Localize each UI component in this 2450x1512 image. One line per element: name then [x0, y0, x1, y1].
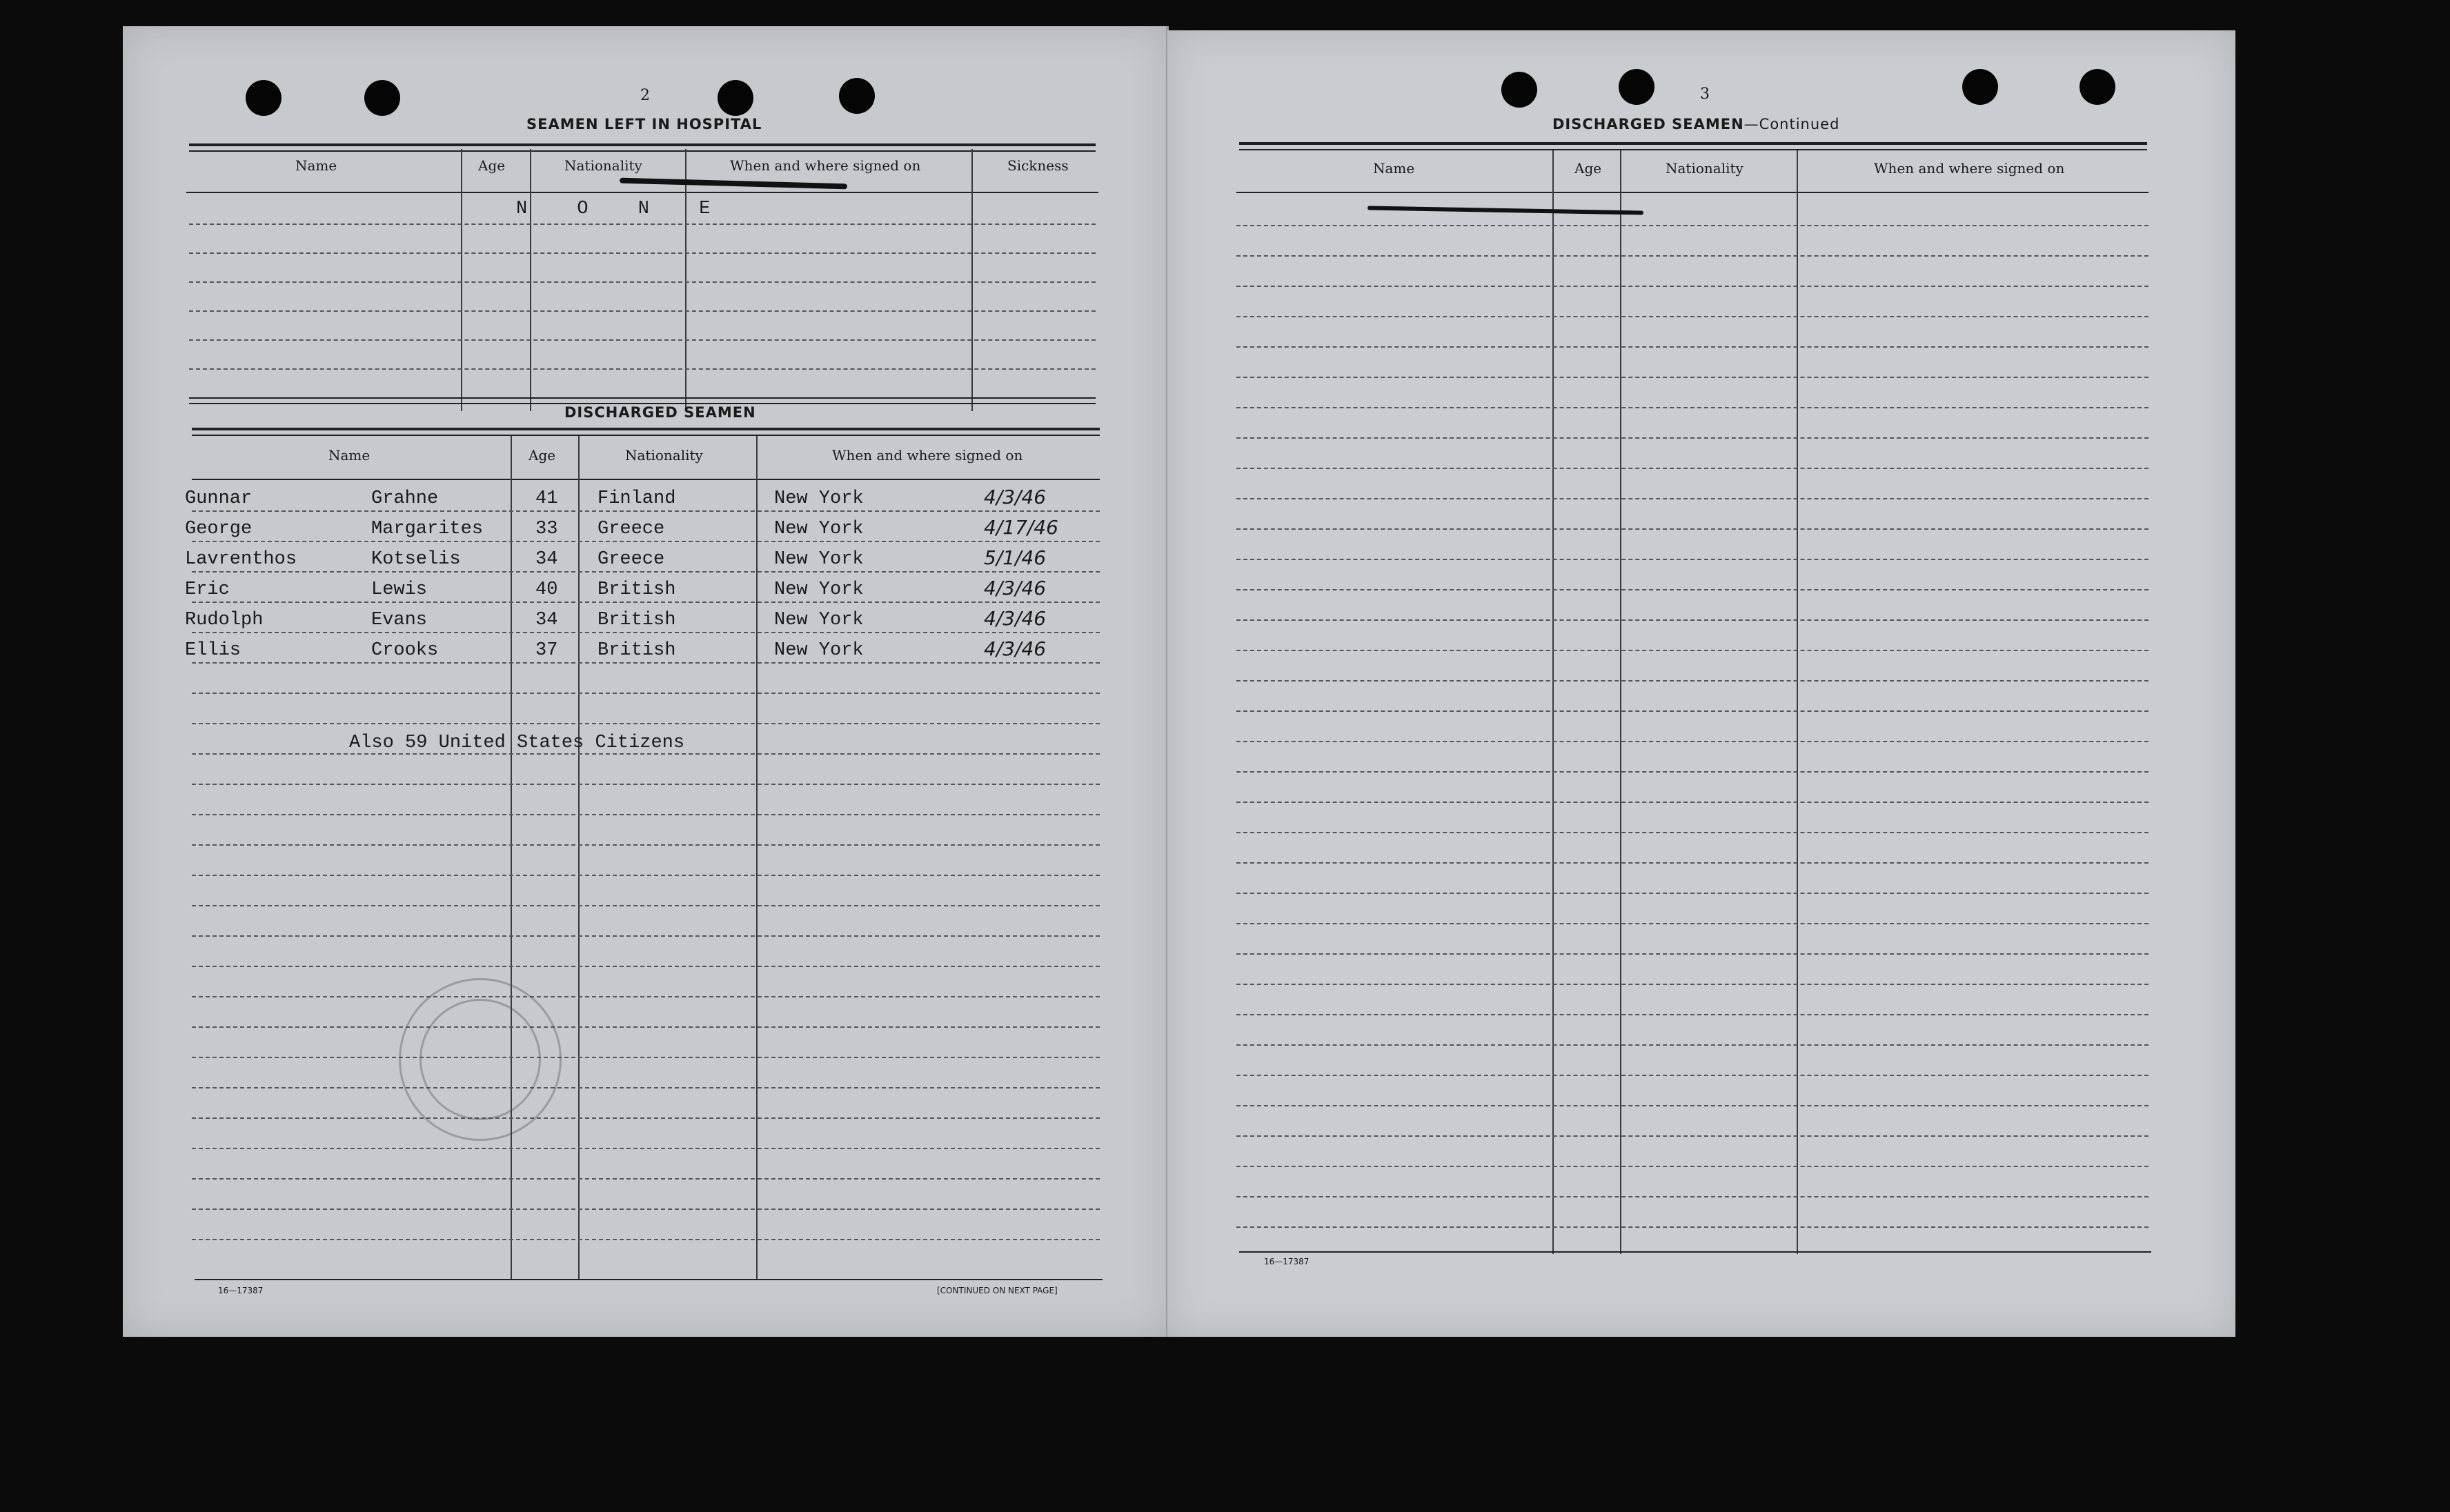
col-divider — [461, 149, 462, 411]
signed-place: New York — [774, 519, 864, 539]
table-rule — [192, 428, 1100, 430]
punch-hole — [364, 80, 400, 116]
punch-hole — [1962, 69, 1998, 105]
table-bottom — [1239, 1251, 2151, 1253]
page-number: 2 — [640, 87, 650, 104]
table-bottom — [189, 397, 1096, 399]
col-nationality: Nationality — [1666, 160, 1743, 177]
signed-date: 4/3/46 — [984, 607, 1047, 630]
row-line — [192, 662, 1100, 664]
row-line — [192, 510, 1100, 512]
nationality: British — [597, 579, 676, 600]
punch-hole — [718, 80, 753, 116]
age: 34 — [535, 549, 558, 570]
row-line — [1236, 377, 2148, 378]
last-name: Evans — [371, 610, 428, 630]
header-rule — [1236, 192, 2148, 193]
row-line — [1236, 893, 2148, 894]
row-line — [192, 1117, 1100, 1119]
row-line — [1236, 710, 2148, 712]
signed-place: New York — [774, 610, 864, 630]
row-line — [192, 1148, 1100, 1149]
table-rule — [189, 150, 1096, 152]
row-line — [1236, 741, 2148, 742]
nationality: Finland — [597, 488, 676, 509]
col-signed-on: When and where signed on — [1874, 160, 2065, 177]
row-line — [189, 339, 1096, 341]
row-line — [192, 905, 1100, 906]
last-name: Margarites — [371, 519, 484, 539]
none-entry: N O N E — [516, 199, 730, 219]
row-line — [1236, 802, 2148, 803]
first-name: Gunnar — [185, 488, 253, 509]
official-stamp-inner — [419, 999, 541, 1120]
page-number: 3 — [1700, 86, 1710, 103]
last-name: Crooks — [371, 640, 439, 661]
col-divider — [511, 436, 512, 1280]
col-name: Name — [1373, 160, 1415, 177]
row-line — [189, 223, 1096, 225]
col-divider — [685, 149, 686, 411]
row-line — [1236, 1226, 2148, 1228]
row-line — [1236, 1075, 2148, 1076]
row-line — [1236, 1196, 2148, 1197]
signed-place: New York — [774, 488, 864, 509]
col-signed-on: When and where signed on — [730, 157, 921, 174]
ink-smear — [620, 178, 847, 190]
row-line — [192, 1178, 1100, 1180]
row-line — [192, 814, 1100, 815]
row-line — [189, 368, 1096, 370]
table-rule — [189, 143, 1096, 146]
col-name: Name — [295, 157, 337, 174]
header-rule — [192, 479, 1100, 480]
first-name: Lavrenthos — [185, 549, 297, 570]
age: 37 — [535, 640, 558, 661]
last-name: Lewis — [371, 579, 428, 600]
row-line — [1236, 559, 2148, 560]
signed-date: 5/1/46 — [984, 546, 1047, 569]
title-text: DISCHARGED SEAMEN — [1552, 116, 1744, 132]
row-line — [1236, 650, 2148, 651]
row-line — [192, 693, 1100, 694]
signed-date: 4/3/46 — [984, 577, 1047, 599]
last-name: Grahne — [371, 488, 439, 509]
row-line — [1236, 468, 2148, 469]
left-page — [123, 26, 1167, 1337]
punch-hole — [1501, 72, 1537, 108]
row-line — [192, 1057, 1100, 1058]
col-name: Name — [328, 447, 371, 464]
row-line — [1236, 619, 2148, 621]
row-line — [1236, 1135, 2148, 1137]
row-line — [1236, 680, 2148, 682]
row-line — [192, 723, 1100, 724]
col-nationality: Nationality — [564, 157, 642, 174]
row-line — [189, 281, 1096, 283]
row-line — [192, 1026, 1100, 1028]
signed-date: 4/17/46 — [984, 516, 1058, 539]
table-bottom — [195, 1279, 1103, 1280]
row-line — [1236, 589, 2148, 590]
punch-hole — [1619, 69, 1654, 105]
age: 40 — [535, 579, 558, 600]
row-line — [192, 996, 1100, 997]
nationality: Greece — [597, 519, 665, 539]
form-number: 16—17387 — [1264, 1257, 1310, 1266]
row-line — [1236, 346, 2148, 348]
punch-hole — [246, 80, 281, 116]
first-name: Rudolph — [185, 610, 264, 630]
signed-date: 4/3/46 — [984, 486, 1047, 508]
row-line — [1236, 316, 2148, 317]
table-rule — [1239, 149, 2147, 150]
col-age: Age — [528, 447, 556, 464]
row-line — [1236, 437, 2148, 439]
row-line — [1236, 255, 2148, 257]
row-line — [192, 1239, 1100, 1240]
col-signed-on: When and where signed on — [832, 447, 1023, 464]
punch-hole — [2079, 69, 2115, 105]
row-line — [192, 753, 1100, 755]
citizens-note: Also 59 United States Citizens — [349, 733, 685, 753]
first-name: Eric — [185, 579, 230, 600]
row-line — [1236, 1105, 2148, 1106]
row-line — [189, 252, 1096, 254]
punch-hole — [839, 78, 875, 114]
col-divider — [530, 149, 531, 411]
row-line — [1236, 771, 2148, 773]
row-line — [192, 844, 1100, 846]
row-line — [1236, 407, 2148, 408]
form-number: 16—17387 — [218, 1286, 264, 1295]
row-line — [1236, 862, 2148, 864]
row-line — [1236, 1044, 2148, 1046]
first-name: George — [185, 519, 253, 539]
col-sickness: Sickness — [1007, 157, 1069, 174]
nationality: British — [597, 640, 676, 661]
col-divider — [578, 436, 580, 1280]
row-line — [192, 632, 1100, 633]
col-nationality: Nationality — [625, 447, 703, 464]
nationality: Greece — [597, 549, 665, 570]
col-age: Age — [478, 157, 506, 174]
row-line — [192, 966, 1100, 967]
discharged-section-title: DISCHARGED SEAMEN — [564, 404, 756, 421]
age: 33 — [535, 519, 558, 539]
row-line — [189, 310, 1096, 312]
row-line — [1236, 528, 2148, 530]
header-rule — [186, 192, 1098, 193]
signed-place: New York — [774, 640, 864, 661]
col-divider — [971, 149, 973, 411]
row-line — [1236, 498, 2148, 499]
row-line — [192, 1208, 1100, 1210]
row-line — [1236, 923, 2148, 924]
row-line — [1236, 984, 2148, 985]
table-rule — [1239, 142, 2147, 145]
continued-note: [CONTINUED ON NEXT PAGE] — [937, 1286, 1058, 1295]
row-line — [192, 935, 1100, 937]
row-line — [1236, 225, 2148, 226]
signed-place: New York — [774, 579, 864, 600]
row-line — [192, 541, 1100, 542]
age: 34 — [535, 610, 558, 630]
discharged-continued-title — [1552, 116, 1839, 132]
row-line — [1236, 832, 2148, 833]
nationality: British — [597, 610, 676, 630]
last-name: Kotselis — [371, 549, 461, 570]
row-line — [192, 571, 1100, 573]
col-divider — [756, 436, 758, 1280]
table-rule — [192, 435, 1100, 436]
ink-smear — [1367, 206, 1643, 215]
row-line — [192, 784, 1100, 785]
right-page — [1167, 30, 2235, 1337]
signed-place: New York — [774, 549, 864, 570]
signed-date: 4/3/46 — [984, 637, 1047, 660]
row-line — [1236, 953, 2148, 955]
row-line — [192, 601, 1100, 603]
row-line — [1236, 286, 2148, 287]
first-name: Ellis — [185, 640, 241, 661]
row-line — [192, 1087, 1100, 1088]
col-age: Age — [1574, 160, 1602, 177]
age: 41 — [535, 488, 558, 509]
row-line — [1236, 1014, 2148, 1015]
row-line — [1236, 1166, 2148, 1167]
hospital-section-title: SEAMEN LEFT IN HOSPITAL — [526, 116, 762, 132]
row-line — [192, 875, 1100, 876]
title-suffix: —Continued — [1743, 116, 1840, 132]
